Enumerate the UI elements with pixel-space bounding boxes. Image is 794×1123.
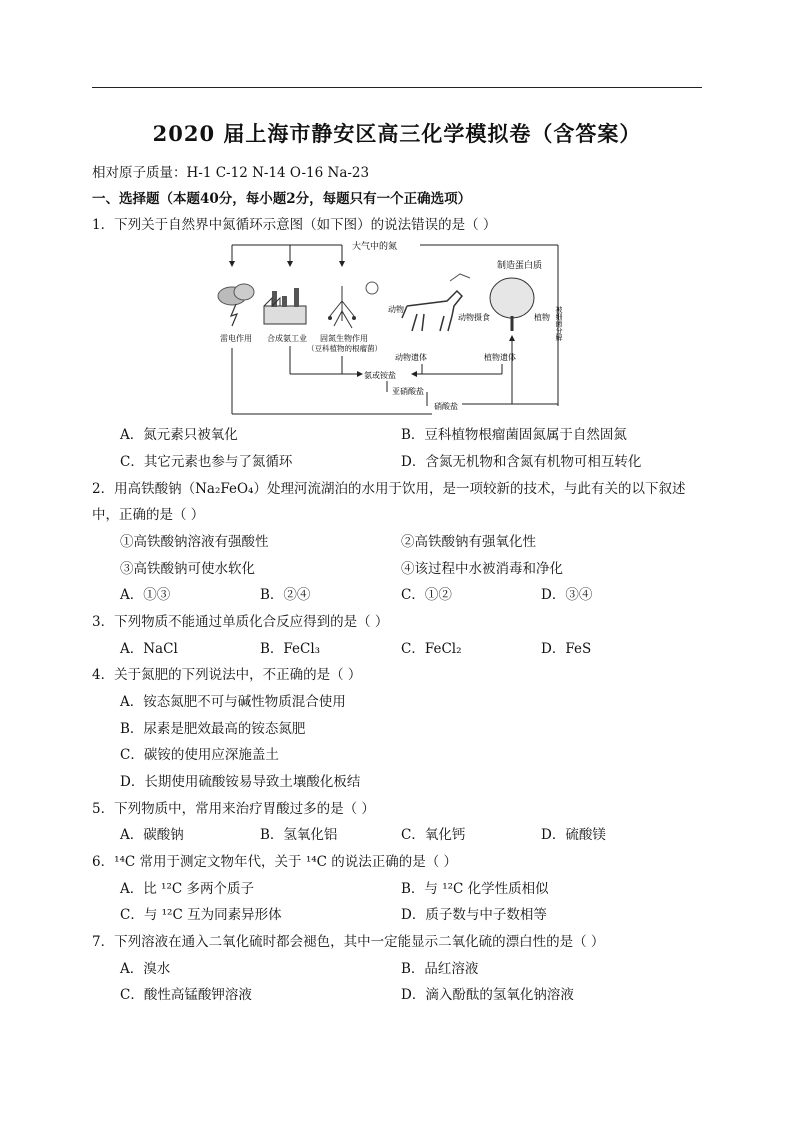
q3-option-c: C．FeCl₂	[401, 641, 462, 657]
q4-option-d: D．长期使用硫酸铵易导致土壤酸化板结	[120, 774, 361, 790]
label-animal-remains: 动物遗体	[395, 353, 427, 362]
label-bio-fix: 固氮生物作用	[320, 334, 368, 343]
q6-option-c: C．与 ¹²C 互为同素异形体	[120, 907, 282, 923]
label-nitrate: 硝酸盐	[434, 402, 458, 411]
label-plant-remains: 植物遗体	[484, 353, 516, 362]
question-6-stem: 6．¹⁴C 常用于测定文物年代，关于 ¹⁴C 的说法正确的是（ ）	[92, 854, 458, 870]
question-2-stem-line2: 中，正确的是（ ）	[92, 507, 205, 523]
q6-option-d: D．质子数与中子数相等	[401, 907, 547, 923]
label-industry: 合成氨工业	[267, 334, 307, 343]
q1-option-b: B．豆科植物根瘤菌固氮属于自然固氮	[401, 427, 627, 443]
q1-option-c: C．其它元素也参与了氮循环	[120, 454, 293, 470]
label-denitrify: 被细菌分解	[555, 306, 563, 341]
q2-option-a: A．①③	[120, 587, 171, 603]
q5-option-c: C．氧化钙	[401, 827, 466, 843]
q2-option-c: C．①②	[401, 587, 452, 603]
label-animal-intake: 动物摄食	[458, 313, 490, 322]
q2-statement-4: ④该过程中水被消毒和净化	[401, 561, 563, 577]
label-ammonium: 氨或铵盐	[364, 371, 396, 380]
q2-statement-1: ①高铁酸钠溶液有强酸性	[120, 534, 269, 550]
q2-statement-2: ②高铁酸钠有强氧化性	[401, 534, 536, 550]
label-plant: 植物	[534, 313, 550, 322]
q1-option-d: D．含氮无机物和含氮有机物可相互转化	[401, 454, 642, 470]
question-5-stem: 5．下列物质中，常用来治疗胃酸过多的是（ ）	[92, 801, 375, 817]
q4-option-a: A．铵态氮肥不可与碱性物质混合使用	[120, 694, 346, 710]
q5-option-d: D．硫酸镁	[541, 827, 606, 843]
q7-option-b: B．品红溶液	[401, 961, 479, 977]
q6-option-a: A．比 ¹²C 多两个质子	[120, 881, 254, 897]
q2-option-d: D．③④	[541, 587, 593, 603]
q4-option-b: B．尿素是肥效最高的铵态氮肥	[120, 721, 306, 737]
q7-option-a: A．溴水	[120, 961, 171, 977]
label-nitrite: 亚硝酸盐	[392, 387, 424, 396]
question-4-stem: 4．关于氮肥的下列说法中，不正确的是（ ）	[92, 667, 362, 683]
q5-option-b: B．氢氧化铝	[260, 827, 338, 843]
tree-icon	[490, 278, 534, 331]
horse-icon	[402, 274, 470, 331]
question-3-stem: 3．下列物质不能通过单质化合反应得到的是（ ）	[92, 614, 389, 630]
question-7-stem: 7．下列溶液在通入二氧化硫时都会褪色，其中一定能显示二氧化硫的漂白性的是（ ）	[92, 934, 605, 950]
nitrogen-cycle-diagram	[212, 236, 576, 418]
q5-option-a: A．碳酸钠	[120, 827, 184, 843]
label-bio-fix-sub: （豆科植物的根瘤菌）	[307, 344, 382, 353]
question-2-stem-line1: 2．用高铁酸钠（Na₂FeO₄）处理河流湖泊的水用于饮用，是一项较新的技术，与此有关的以下叙述	[92, 481, 686, 497]
q6-option-b: B．与 ¹²C 化学性质相似	[401, 881, 549, 897]
q3-option-a: A．NaCl	[120, 641, 178, 657]
label-atmosphere-n: 大气中的氮	[352, 242, 398, 252]
q2-option-b: B．②④	[260, 587, 311, 603]
q7-option-c: C．酸性高锰酸钾溶液	[120, 987, 252, 1003]
q3-option-b: B．FeCl₃	[260, 641, 321, 657]
q3-option-d: D．FeS	[541, 641, 592, 657]
q7-option-d: D．滴入酚酞的氢氧化钠溶液	[401, 987, 574, 1003]
label-make-protein: 制造蛋白质	[497, 261, 543, 271]
label-lightning: 雷电作用	[220, 334, 252, 343]
page-title: 2020 届上海市静安区高三化学模拟卷（含答案）	[152, 121, 642, 146]
label-animal: 动物	[388, 305, 404, 314]
cloud-lightning-icon	[218, 284, 254, 326]
question-1-stem: 1．下列关于自然界中氮循环示意图（如下图）的说法错误的是（ ）	[92, 217, 497, 233]
atomic-mass-line: 相对原子质量：H-1 C-12 N-14 O-16 Na-23	[92, 165, 370, 181]
section-heading: 一、选择题（本题40分，每小题2分，每题只有一个正确选项）	[92, 191, 472, 207]
header-rule	[92, 87, 702, 88]
q2-statement-3: ③高铁酸钠可使水软化	[120, 561, 255, 577]
legume-root-icon	[328, 282, 378, 328]
q1-option-a: A．氮元素只被氧化	[120, 427, 238, 443]
factory-icon	[264, 288, 306, 324]
q4-option-c: C．碳铵的使用应深施盖土	[120, 747, 279, 763]
